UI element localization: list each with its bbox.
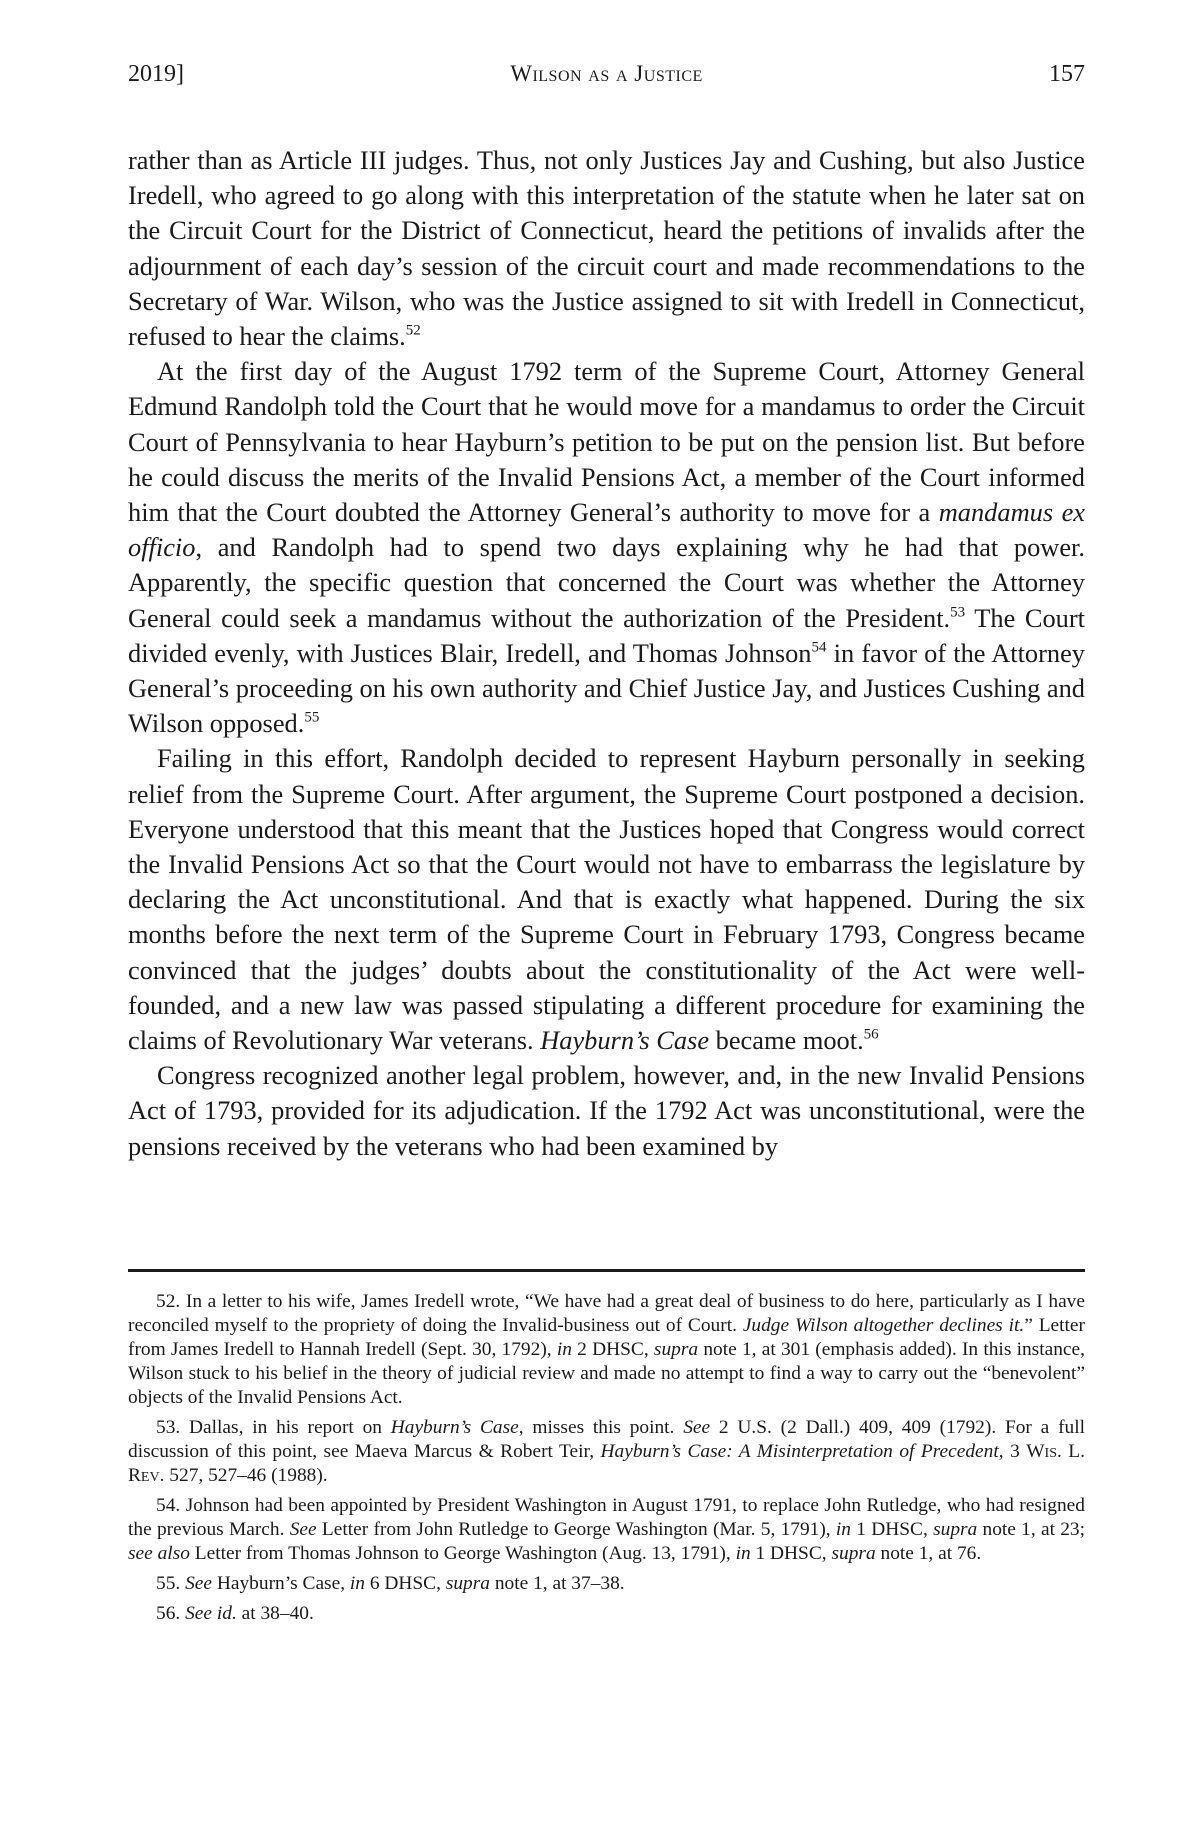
footnote-ref-56[interactable]: 56: [863, 1026, 879, 1043]
footnote-54: 54. Johnson had been appointed by President Washington in August 1791, to replace John Rutledge, who had resigned the previous March. See Letter from John Rutledge to George Washington (Mar. 5, 1791), in 1 DHSC, supra note 1, at 23; see also Letter from Thomas Johnson to George Washington (Aug. 13, 1791), in 1 DHSC, supra note 1, at 76.: [128, 1495, 1086, 1564]
paragraph-4: Congress recognized another legal problem, however, and, in the new Invalid Pensions Act of 1793, provided for its adjudication. If the 1792 Act was unconstitutional, were the pensions received by the veterans who had been examined by: [128, 1060, 1085, 1161]
footnote-53: 53. Dallas, in his report on Hayburn’s Case, misses this point. See 2 U.S. (2 Dall.) 409, 409 (1792). For a full discussion of this point, see Maeva Marcus & Robert Teir, Hayburn’s Case: A Misinterpretation of Precedent, 3 Wis. L. Rev. 527, 527–46 (1988).: [128, 1417, 1085, 1486]
footnotes: [128, 1290, 1085, 1632]
footnote-52: 52. In a letter to his wife, James Iredell wrote, “We have had a great deal of business to do here, particularly as I have reconciled myself to the propriety of doing the Invalid-business out of Court. Judge Wilson altogether declines it.” Letter from James Iredell to Hannah Iredell (Sept. 30, 1792), in 2 DHSC, supra note 1, at 301 (emphasis added). In this instance, Wilson stuck to his belief in the theory of judicial review and made no attempt to find a way to carry out the “benevolent” objects of the Invalid Pensions Act.: [128, 1291, 1085, 1408]
paragraph-1: rather than as Article III judges. Thus, not only Justices Jay and Cushing, but also Justice Iredell, who agreed to go along with this interpretation of the statute when he later sat on the Circuit Court for the District of Connecticut, heard the petitions of invalids after the adjournment of each day’s session of the circuit court and made recommendations to the Secretary of War. Wilson, who was the Justice assigned to sit with Iredell in Connecticut, refused to hear the claims.$^{52}$: [128, 145, 1085, 352]
body-text: [128, 143, 1085, 1164]
footnote-55: 55. See Hayburn’s Case, in 6 DHSC, supra note 1, at 37–38.: [156, 1573, 625, 1594]
footnote-ref-54[interactable]: 54: [811, 639, 827, 656]
footnote-ref-53[interactable]: 53: [950, 604, 966, 621]
footnote-ref-52[interactable]: 52: [405, 322, 421, 339]
footnote-56: 56. See id. at 38–40.: [156, 1603, 314, 1624]
footnote-ref-55[interactable]: 55: [304, 709, 320, 726]
footnote-divider: [128, 1269, 1085, 1272]
running-head: [128, 54, 1085, 94]
issue-year: 2019]: [128, 61, 184, 87]
running-title: Wilson as a Justice: [510, 61, 703, 86]
paragraph-3: Failing in this effort, Randolph decided to represent Hayburn personally in seeking relief from the Supreme Court. After argument, the Supreme Court postponed a decision. Everyone understood that this meant that the Justices hoped that Congress would correct the Invalid Pensions Act so that the Court would not have to embarrass the legislature by declaring the Act unconstitutional. And that is exactly what happened. During the six months before the next term of the Supreme Court in February 1793, Congress became convinced that the judges’ doubts about the constitutionality of the Act were well-founded, and a new law was passed stipulating a different procedure for examining the claims of Revolutionary War veterans. Hayburn’s Case became moot.$^{56}$: [128, 743, 1085, 1056]
page-number: 157: [1049, 61, 1085, 87]
paragraph-2: At the first day of the August 1792 term of the Supreme Court, Attorney General Edmund Randolph told the Court that he would move for a mandamus to order the Circuit Court of Pennsylvania to hear Hayburn’s petition to be put on the pension list. But before he could discuss the merits of the Invalid Pensions Act, a member of the Court informed him that the Court doubted the Attorney General’s authority to move for a mandamus ex officio, and Randolph had to spend two days explaining why he had that power. Apparently, the specific question that concerned the Court was whether the Attorney General could seek a mandamus without the authorization of the President.$^{53}$ The Court divided evenly, with Justices Blair, Iredell, and Thomas Johnson$^{54}$ in favor of the Attorney General’s proceeding on his own authority and Chief Justice Jay, and Justices Cushing and Wilson opposed.$^{55}$: [128, 356, 1086, 739]
